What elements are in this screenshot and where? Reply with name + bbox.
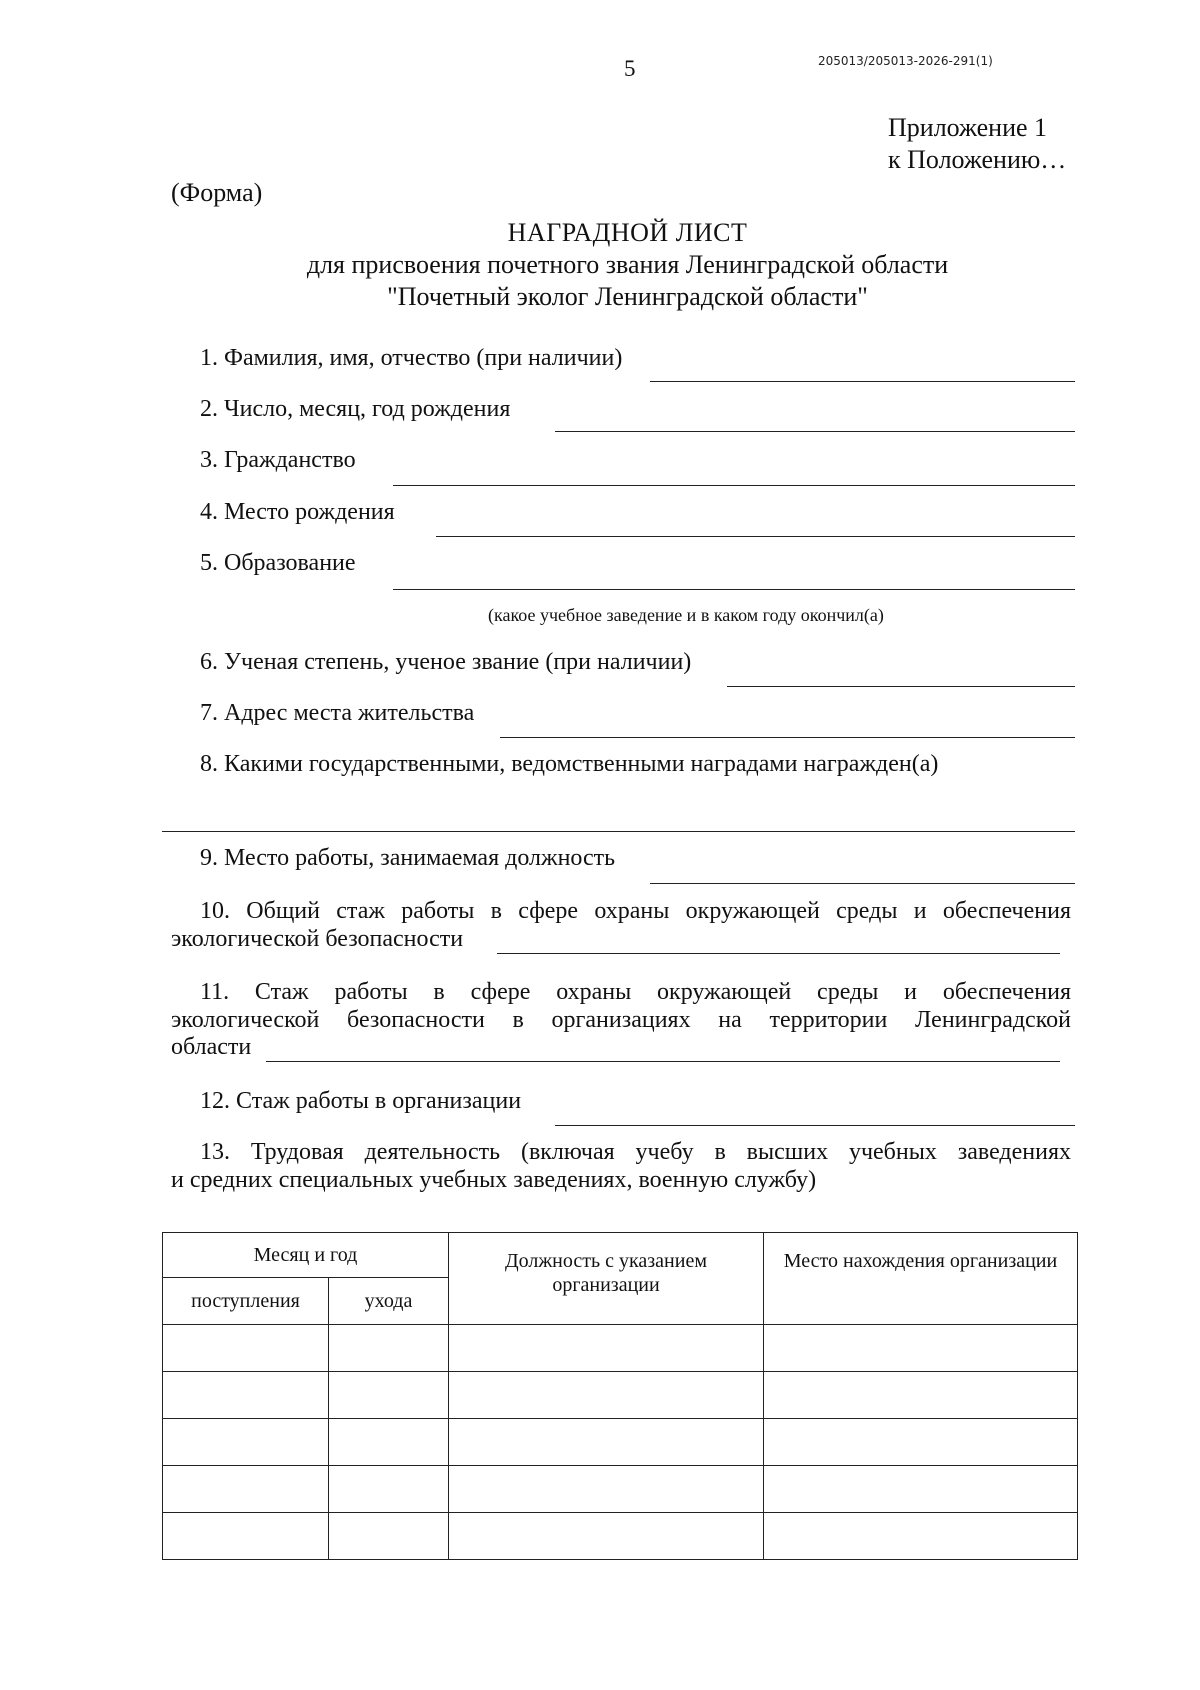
table-cell-exit[interactable] bbox=[329, 1419, 449, 1466]
field-1-blank[interactable] bbox=[650, 381, 1075, 382]
field-11-line-2: экологической безопасности в организациях на территории Ленинградской bbox=[171, 1007, 1071, 1033]
field-2-blank[interactable] bbox=[555, 431, 1075, 432]
field-9-blank[interactable] bbox=[650, 883, 1075, 884]
table-cell-location[interactable] bbox=[764, 1513, 1078, 1560]
page-number: 5 bbox=[624, 56, 636, 81]
field-5-label: 5. Образование bbox=[200, 550, 356, 576]
table-cell-exit[interactable] bbox=[329, 1513, 449, 1560]
field-13-line-2: и средних специальных учебных заведениях, военную службу) bbox=[171, 1167, 817, 1193]
table-cell-position[interactable] bbox=[449, 1372, 764, 1419]
table-cell-exit[interactable] bbox=[329, 1466, 449, 1513]
table-header-month-year: Месяц и год bbox=[163, 1233, 449, 1278]
table-header-position: Должность с указанием организации bbox=[449, 1233, 764, 1325]
field-12-blank[interactable] bbox=[555, 1125, 1075, 1126]
table-cell-location[interactable] bbox=[764, 1466, 1078, 1513]
field-10-blank[interactable] bbox=[497, 953, 1060, 954]
document-title: НАГРАДНОЙ ЛИСТ bbox=[507, 218, 748, 247]
table-header-location: Место нахождения организации bbox=[764, 1233, 1078, 1325]
field-11-blank[interactable] bbox=[266, 1061, 1060, 1062]
table-header-entry: поступления bbox=[163, 1278, 329, 1325]
table-header-exit: ухода bbox=[329, 1278, 449, 1325]
field-5-blank[interactable] bbox=[393, 589, 1075, 590]
field-11-line-1: 11. Стаж работы в сфере охраны окружающей среды и обеспечения bbox=[200, 979, 1071, 1005]
field-10-line-2: экологической безопасности bbox=[171, 926, 464, 952]
table-cell-entry[interactable] bbox=[163, 1513, 329, 1560]
table-cell-entry[interactable] bbox=[163, 1372, 329, 1419]
field-7-label: 7. Адрес места жительства bbox=[200, 700, 475, 726]
document-subtitle-2: "Почетный эколог Ленинградской области" bbox=[387, 282, 868, 311]
field-5-hint: (какое учебное заведение и в каком году окончил(а) bbox=[488, 605, 884, 625]
field-2-label: 2. Число, месяц, год рождения bbox=[200, 396, 511, 422]
field-12-label: 12. Стаж работы в организации bbox=[200, 1088, 522, 1114]
table-row bbox=[163, 1466, 1078, 1513]
table-row bbox=[163, 1372, 1078, 1419]
table-row bbox=[163, 1419, 1078, 1466]
field-13-line-1: 13. Трудовая деятельность (включая учебу в высших учебных заведениях bbox=[200, 1139, 1071, 1165]
field-4-blank[interactable] bbox=[436, 536, 1075, 537]
field-8-blank[interactable] bbox=[162, 831, 1075, 832]
field-6-label: 6. Ученая степень, ученое звание (при наличии) bbox=[200, 649, 692, 675]
appendix-line-2: к Положению… bbox=[888, 145, 1067, 174]
field-11-line-3: области bbox=[171, 1034, 252, 1060]
table-row bbox=[163, 1325, 1078, 1372]
table-cell-entry[interactable] bbox=[163, 1325, 329, 1372]
field-3-label: 3. Гражданство bbox=[200, 447, 356, 473]
table-cell-exit[interactable] bbox=[329, 1372, 449, 1419]
field-1-label: 1. Фамилия, имя, отчество (при наличии) bbox=[200, 345, 623, 371]
field-10-line-1: 10. Общий стаж работы в сфере охраны окружающей среды и обеспечения bbox=[200, 898, 1071, 924]
field-3-blank[interactable] bbox=[393, 485, 1075, 486]
form-label: (Форма) bbox=[171, 178, 263, 207]
field-4-label: 4. Место рождения bbox=[200, 499, 395, 525]
table-cell-position[interactable] bbox=[449, 1513, 764, 1560]
employment-history-table bbox=[162, 1232, 1078, 1560]
table-cell-exit[interactable] bbox=[329, 1325, 449, 1372]
field-9-label: 9. Место работы, занимаемая должность bbox=[200, 845, 616, 871]
table-row bbox=[163, 1513, 1078, 1560]
table-cell-position[interactable] bbox=[449, 1466, 764, 1513]
appendix-line-1: Приложение 1 bbox=[888, 113, 1048, 142]
table-cell-entry[interactable] bbox=[163, 1466, 329, 1513]
table-cell-location[interactable] bbox=[764, 1325, 1078, 1372]
table-cell-position[interactable] bbox=[449, 1419, 764, 1466]
table-cell-location[interactable] bbox=[764, 1372, 1078, 1419]
table-cell-entry[interactable] bbox=[163, 1419, 329, 1466]
field-7-blank[interactable] bbox=[500, 737, 1075, 738]
table-cell-position[interactable] bbox=[449, 1325, 764, 1372]
field-8-label: 8. Какими государственными, ведомственными наградами награжден(а) bbox=[200, 751, 939, 777]
document-subtitle-1: для присвоения почетного звания Ленинградской области bbox=[306, 250, 949, 279]
field-6-blank[interactable] bbox=[727, 686, 1075, 687]
document-number: 205013/205013-2026-291(1) bbox=[818, 54, 993, 68]
table-cell-location[interactable] bbox=[764, 1419, 1078, 1466]
appendix-reference bbox=[888, 112, 1066, 176]
